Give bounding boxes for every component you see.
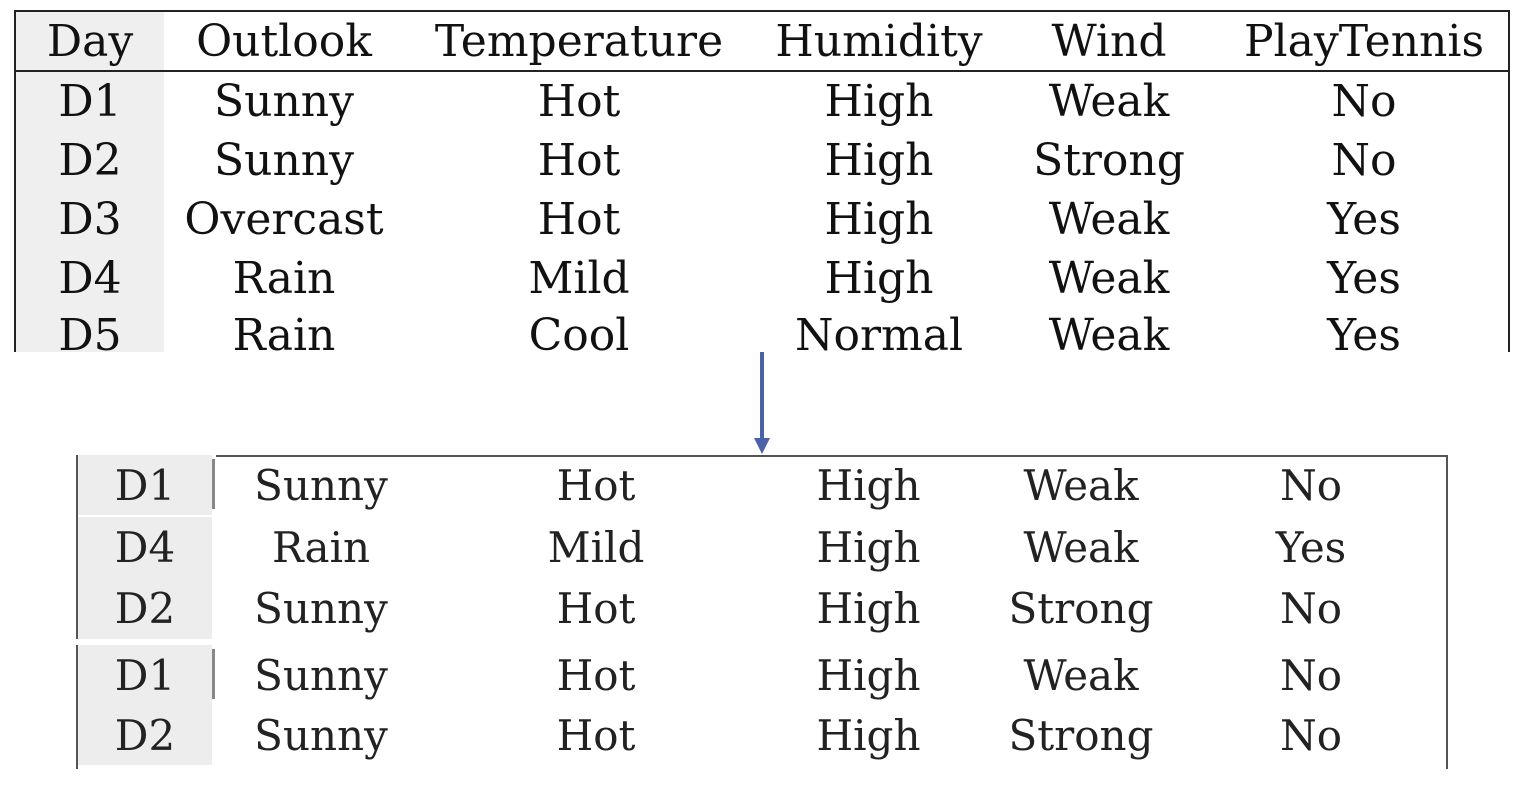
cell-outlook: Sunny [254, 710, 388, 760]
cell-day: D5 [58, 310, 122, 352]
cell-playtennis: No [1331, 135, 1397, 186]
table-row [76, 517, 1448, 577]
cell-wind: Weak [1023, 650, 1139, 700]
cell-day: D4 [58, 253, 122, 304]
cell-playtennis: Yes [1327, 194, 1401, 245]
cut-off-row-hint [76, 763, 1448, 769]
cell-wind: Strong [1033, 135, 1185, 186]
table-row [76, 577, 1448, 639]
header-outlook: Outlook [196, 15, 372, 67]
cell-playtennis: No [1279, 460, 1343, 510]
table-row [76, 645, 1448, 705]
cell-temperature: Mild [528, 253, 630, 304]
cell-outlook: Rain [232, 253, 336, 304]
cell-humidity: High [824, 194, 934, 245]
cell-wind: Weak [1023, 460, 1139, 510]
cell-day: D4 [114, 522, 176, 572]
cell-wind: Weak [1023, 522, 1139, 572]
cell-playtennis: No [1279, 710, 1343, 760]
cell-humidity: Normal [794, 310, 964, 352]
header-playtennis: PlayTennis [1243, 15, 1485, 67]
cell-outlook: Rain [271, 522, 371, 572]
cell-humidity: High [816, 710, 921, 760]
table-row [76, 455, 1448, 515]
header-row [14, 12, 1510, 70]
cell-day: D1 [114, 650, 176, 700]
cell-temperature: Hot [537, 76, 621, 127]
table-row [14, 306, 1510, 352]
cell-day: D3 [58, 194, 122, 245]
cell-temperature: Hot [556, 710, 636, 760]
cell-wind: Weak [1048, 253, 1170, 304]
cell-day: D2 [58, 135, 122, 186]
cell-outlook: Rain [232, 310, 336, 352]
cell-temperature: Hot [556, 583, 636, 633]
header-day: Day [46, 15, 134, 67]
cell-day: D1 [58, 76, 122, 127]
cell-outlook: Sunny [213, 76, 354, 127]
cell-playtennis: No [1279, 583, 1343, 633]
table-row [14, 190, 1510, 249]
column-separator [212, 649, 215, 699]
down-arrow-icon [752, 352, 772, 456]
original-dataset-table [14, 10, 1510, 352]
cell-humidity: High [816, 650, 921, 700]
table-row [14, 249, 1510, 308]
cell-day: D2 [114, 583, 176, 633]
cell-wind: Weak [1048, 76, 1170, 127]
cell-wind: Strong [1008, 583, 1154, 633]
bootstrap-sample-table [76, 455, 1448, 769]
header-temperature: Temperature [434, 15, 724, 67]
cell-wind: Weak [1048, 310, 1170, 352]
cell-outlook: Sunny [254, 650, 388, 700]
cell-humidity: High [824, 135, 934, 186]
cell-playtennis: Yes [1275, 522, 1347, 572]
cell-outlook: Overcast [184, 194, 384, 245]
cell-temperature: Hot [556, 460, 636, 510]
cell-playtennis: Yes [1327, 253, 1401, 304]
cell-humidity: High [824, 76, 934, 127]
table-row [14, 72, 1510, 131]
cell-temperature: Hot [537, 135, 621, 186]
cell-temperature: Hot [556, 650, 636, 700]
cell-outlook: Sunny [254, 460, 388, 510]
cell-humidity: High [824, 253, 934, 304]
cell-playtennis: No [1279, 650, 1343, 700]
cell-playtennis: Yes [1327, 310, 1401, 352]
header-humidity: Humidity [775, 15, 983, 67]
table-row [14, 131, 1510, 190]
cell-outlook: Sunny [254, 583, 388, 633]
column-separator [212, 459, 215, 509]
cell-day: D2 [114, 710, 176, 760]
cell-temperature: Cool [528, 310, 630, 352]
header-wind: Wind [1051, 15, 1167, 67]
cell-humidity: High [816, 460, 921, 510]
cell-temperature: Hot [537, 194, 621, 245]
cell-playtennis: No [1331, 76, 1397, 127]
cell-outlook: Sunny [213, 135, 354, 186]
cell-temperature: Mild [547, 522, 645, 572]
cell-humidity: High [816, 522, 921, 572]
cell-wind: Weak [1048, 194, 1170, 245]
table-row [76, 705, 1448, 765]
cell-wind: Strong [1008, 710, 1154, 760]
arrow-head [754, 438, 770, 454]
cell-day: D1 [114, 460, 176, 510]
cell-humidity: High [816, 583, 921, 633]
